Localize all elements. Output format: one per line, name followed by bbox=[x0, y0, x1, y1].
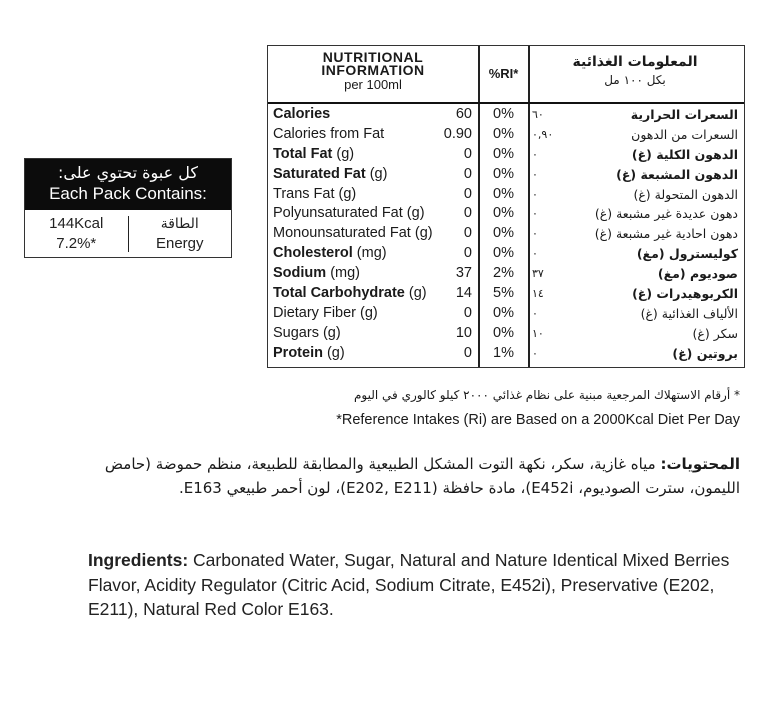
pack-body bbox=[25, 210, 231, 257]
nutrient-name-arabic: السعرات الحرارية bbox=[630, 107, 738, 122]
ingredients-arabic-text: مياه غازية، سكر، نكهة التوت المشكل الطبيعية والمطابقة للطبيعة، منظم حموضة (حامض الليمون، سترت الصوديوم، E452i)، مادة حافظة (E202, E211)، لون أحمر طبيعي E163. bbox=[104, 455, 740, 497]
nutrient-value: 0 bbox=[463, 304, 472, 321]
nutrient-name-text: Monounsaturated Fat (g) bbox=[273, 225, 433, 242]
header-subtitle: per 100ml bbox=[344, 77, 402, 92]
nutrient-value-arabic: ٠ bbox=[532, 187, 538, 201]
nutrient-name-arabic: الدهون الكلية (غ) bbox=[631, 146, 738, 162]
nutrient-name-text: Sugars (g) bbox=[273, 324, 341, 341]
nutrient-value-arabic: ١٠ bbox=[532, 326, 544, 340]
table-row bbox=[268, 105, 744, 125]
nutrient-ri: 0% bbox=[493, 106, 514, 122]
nutrient-value: 0.90 bbox=[443, 125, 472, 142]
nutrient-ri: 0% bbox=[493, 125, 514, 142]
nutrient-ri: 0% bbox=[493, 324, 514, 341]
nutrient-name-bold: Total Carbohydrate bbox=[273, 285, 405, 302]
nutrient-value-arabic: ٠ bbox=[532, 207, 538, 221]
nutrient-name bbox=[273, 204, 425, 224]
table-row bbox=[268, 324, 744, 344]
nutrient-value: 0 bbox=[463, 245, 472, 262]
nutrient-value-arabic: ٠ bbox=[532, 227, 538, 241]
nutrient-name-arabic: الألياف الغذائية (غ) bbox=[640, 305, 738, 321]
nutrient-ri: 5% bbox=[493, 285, 514, 302]
pack-header-english: Each Pack Contains: bbox=[49, 184, 207, 203]
nutrient-name-arabic: صوديوم (مغ) bbox=[657, 266, 738, 282]
nutrient-value: 14 bbox=[455, 285, 472, 302]
nutrient-value: 0 bbox=[463, 205, 472, 222]
nutrient-ri: 2% bbox=[493, 265, 514, 282]
nutrient-name-bold: Protein bbox=[273, 344, 323, 361]
nutrient-name-arabic: سكر (غ) bbox=[692, 325, 738, 341]
pack-energy-ri: 7.2%* bbox=[56, 234, 97, 252]
ingredients-arabic-label: المحتويات: bbox=[660, 455, 740, 473]
nutrient-value: 0 bbox=[463, 165, 472, 182]
nutrient-name-arabic: بروتين (غ) bbox=[672, 345, 738, 361]
nutrient-value: 60 bbox=[455, 106, 472, 122]
nutrient-unit: (g) bbox=[404, 285, 427, 302]
header-title-line2: INFORMATION bbox=[321, 62, 425, 78]
table-row bbox=[268, 224, 744, 244]
nutrient-ri: 0% bbox=[493, 304, 514, 321]
nutrient-name-arabic: دهون عديدة غير مشبعة (غ) bbox=[594, 206, 738, 222]
nutrient-name-bold: Sodium bbox=[273, 265, 327, 282]
pack-energy-kcal: 144Kcal bbox=[49, 214, 104, 232]
pack-energy-values bbox=[25, 214, 128, 254]
nutrient-name-arabic: دهون احادية غير مشبعة (غ) bbox=[594, 226, 738, 242]
nutrient-unit: (g) bbox=[322, 344, 345, 361]
nutrition-rows bbox=[268, 105, 744, 364]
nutrient-name-text: Polyunsaturated Fat (g) bbox=[273, 205, 425, 222]
pack-header-arabic: كل عبوة تحتوي على: bbox=[58, 163, 198, 182]
nutrient-name-arabic: السعرات من الدهون bbox=[631, 126, 738, 142]
nutrient-name-bold: Saturated Fat bbox=[273, 165, 366, 182]
nutrient-value-arabic: ٣٧ bbox=[532, 267, 544, 281]
table-row bbox=[268, 125, 744, 145]
nutrient-name-arabic: الكربوهيدرات (غ) bbox=[632, 286, 738, 302]
pack-energy-label-arabic: الطاقة bbox=[160, 215, 199, 232]
nutrient-name-text: Dietary Fiber (g) bbox=[273, 304, 378, 321]
nutrient-name bbox=[273, 165, 387, 185]
table-row bbox=[268, 344, 744, 364]
nutrient-ri: 0% bbox=[493, 185, 514, 202]
nutrient-value: 0 bbox=[463, 145, 472, 162]
ingredients-english-label: Ingredients: bbox=[88, 550, 189, 570]
nutrient-ri: 0% bbox=[493, 225, 514, 242]
nutrient-ri: 0% bbox=[493, 165, 514, 182]
table-row bbox=[268, 304, 744, 324]
pack-contents-box bbox=[24, 158, 232, 258]
nutrient-name bbox=[273, 284, 427, 304]
header-title-line1: NUTRITIONAL bbox=[322, 49, 424, 65]
nutrient-name bbox=[273, 324, 341, 344]
table-row bbox=[268, 264, 744, 284]
table-row bbox=[268, 185, 744, 205]
nutrient-name-bold: Total Fat bbox=[273, 145, 333, 162]
nutrient-name bbox=[273, 185, 356, 205]
nutrient-name bbox=[273, 264, 360, 284]
nutrient-unit: (mg) bbox=[326, 265, 361, 282]
nutrient-value: 0 bbox=[463, 344, 472, 361]
nutrient-name bbox=[273, 105, 330, 125]
nutrient-value-arabic: ٠,٩٠ bbox=[532, 127, 554, 141]
table-row bbox=[268, 244, 744, 264]
nutrient-value-arabic: ٠ bbox=[532, 147, 538, 161]
nutrient-name-arabic: كوليسترول (مغ) bbox=[636, 246, 738, 262]
nutrient-unit: (g) bbox=[332, 145, 355, 162]
nutrient-name-arabic: الدهون المتحولة (غ) bbox=[633, 186, 738, 202]
table-row bbox=[268, 284, 744, 304]
nutrient-value: 37 bbox=[455, 265, 472, 282]
nutrient-value: 0 bbox=[463, 225, 472, 242]
nutrient-value-arabic: ٦٠ bbox=[532, 108, 544, 121]
nutrient-unit: (g) bbox=[365, 165, 388, 182]
nutrient-name-text: Trans Fat (g) bbox=[273, 185, 357, 202]
nutrition-table bbox=[267, 45, 745, 368]
footnote-arabic: * أرقام الاستهلاك المرجعية مبنية على نظام غذائي ٢٠٠٠ كيلو كالوري في اليوم bbox=[353, 388, 740, 402]
nutrient-value-arabic: ٠ bbox=[532, 346, 538, 360]
nutrient-value: 0 bbox=[463, 185, 472, 202]
nutrient-name bbox=[273, 344, 345, 364]
nutrient-value-arabic: ١٤ bbox=[532, 287, 544, 301]
nutrient-ri: 0% bbox=[493, 145, 514, 162]
nutrient-name bbox=[273, 145, 354, 165]
table-row bbox=[268, 204, 744, 224]
nutrient-name bbox=[273, 125, 384, 145]
table-row bbox=[268, 145, 744, 165]
ingredients-english bbox=[88, 548, 748, 622]
nutrient-name-bold: Cholesterol bbox=[273, 245, 353, 262]
pack-energy-label-english: Energy bbox=[155, 234, 204, 252]
pack-energy-labels bbox=[129, 214, 232, 254]
nutrient-ri: 0% bbox=[493, 245, 514, 262]
nutrient-name bbox=[273, 304, 378, 324]
nutrient-value-arabic: ٠ bbox=[532, 167, 538, 181]
nutrient-value: 10 bbox=[455, 324, 472, 341]
footnote-english: *Reference Intakes (Ri) are Based on a 2000Kcal Diet Per Day bbox=[336, 412, 740, 428]
header-subtitle-arabic: بكل ١٠٠ مل bbox=[604, 73, 666, 87]
header-title-arabic: المعلومات الغذائية bbox=[572, 54, 698, 70]
header-ri: %RI* bbox=[488, 66, 519, 81]
table-row bbox=[268, 165, 744, 185]
nutrient-name-arabic: الدهون المشبعة (غ) bbox=[616, 166, 738, 182]
nutrient-name bbox=[273, 244, 387, 264]
nutrient-ri: 0% bbox=[493, 205, 514, 222]
header-english bbox=[268, 51, 478, 93]
nutrient-name-text: Calories from Fat bbox=[273, 125, 385, 142]
ingredients-english-text: Carbonated Water, Sugar, Natural and Nature Identical Mixed Berries Flavor, Acidity Regulator (Citric Acid, Sodium Citrate, E452i), Preservative (E202, E211), Natural Red Color E163. bbox=[88, 550, 730, 619]
ingredients-arabic bbox=[88, 452, 740, 500]
nutrition-table-header bbox=[268, 46, 744, 104]
nutrient-ri: 1% bbox=[493, 344, 514, 361]
pack-header bbox=[25, 159, 231, 210]
header-arabic bbox=[530, 52, 740, 88]
nutrient-name bbox=[273, 224, 433, 244]
nutrient-value-arabic: ٠ bbox=[532, 306, 538, 320]
nutrient-name-bold: Calories bbox=[273, 106, 331, 122]
nutrient-value-arabic: ٠ bbox=[532, 247, 538, 261]
nutrient-unit: (mg) bbox=[352, 245, 387, 262]
